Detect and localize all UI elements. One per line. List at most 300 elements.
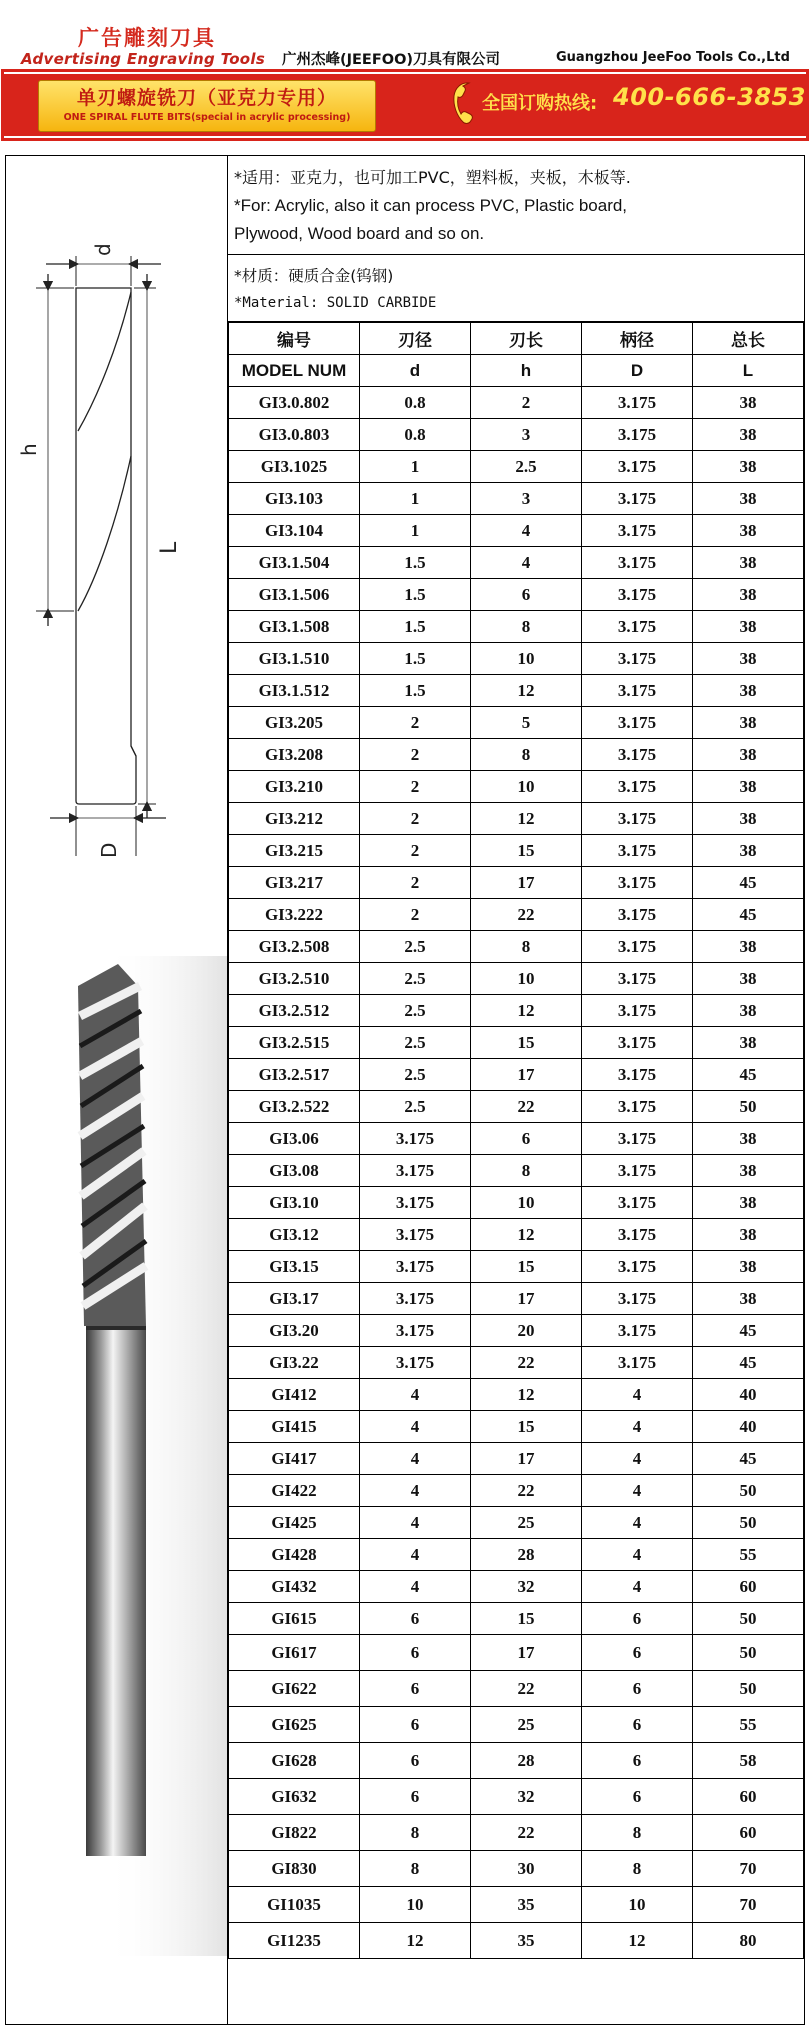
cell-shank-d: 6	[582, 1743, 693, 1779]
cell-h: 28	[471, 1743, 582, 1779]
cell-d: 2	[360, 803, 471, 835]
cell-shank-d: 3.175	[582, 963, 693, 995]
header-en-d: d	[360, 355, 471, 387]
hotline-number[interactable]: 400-666-3853	[613, 83, 806, 111]
cell-shank-d: 3.175	[582, 1187, 693, 1219]
cell-d: 3.175	[360, 1123, 471, 1155]
cell-model: GI3.222	[229, 899, 360, 931]
table-row	[229, 483, 804, 515]
cell-model: GI3.104	[229, 515, 360, 547]
cell-model: GI3.0.802	[229, 387, 360, 419]
cell-h: 3	[471, 483, 582, 515]
cell-model: GI632	[229, 1779, 360, 1815]
dimension-label-D: D	[97, 842, 121, 858]
page-header	[0, 0, 810, 150]
cell-h: 20	[471, 1315, 582, 1347]
header-cn-d: 刃径	[360, 323, 471, 355]
cell-h: 10	[471, 643, 582, 675]
cell-d: 2	[360, 867, 471, 899]
cell-model: GI3.15	[229, 1251, 360, 1283]
cell-length: 45	[693, 867, 804, 899]
cell-shank-d: 6	[582, 1603, 693, 1635]
company-name-en: Guangzhou JeeFoo Tools Co.,Ltd	[556, 50, 790, 65]
cell-length: 50	[693, 1671, 804, 1707]
cell-length: 70	[693, 1851, 804, 1887]
cell-shank-d: 3.175	[582, 1059, 693, 1091]
cell-d: 2.5	[360, 995, 471, 1027]
cell-d: 6	[360, 1671, 471, 1707]
cell-length: 50	[693, 1507, 804, 1539]
table-row	[229, 995, 804, 1027]
header-cn-length: 总长	[693, 323, 804, 355]
dimension-label-L: L	[157, 541, 182, 554]
cell-h: 22	[471, 899, 582, 931]
cell-h: 12	[471, 803, 582, 835]
table-row	[229, 1707, 804, 1743]
cell-shank-d: 4	[582, 1507, 693, 1539]
cell-shank-d: 6	[582, 1779, 693, 1815]
cell-length: 38	[693, 419, 804, 451]
cell-d: 3.175	[360, 1155, 471, 1187]
specification-rows	[229, 387, 804, 1959]
cell-d: 1.5	[360, 675, 471, 707]
header-en-shank: D	[582, 355, 693, 387]
phone-icon	[449, 80, 477, 126]
brand-name-cn: 广告雕刻刀具	[78, 26, 216, 50]
cell-length: 38	[693, 387, 804, 419]
cell-d: 3.175	[360, 1219, 471, 1251]
table-row	[229, 387, 804, 419]
cell-model: GI3.17	[229, 1283, 360, 1315]
table-row	[229, 1539, 804, 1571]
cell-shank-d: 3.175	[582, 899, 693, 931]
cell-d: 6	[360, 1635, 471, 1671]
cell-d: 6	[360, 1603, 471, 1635]
cell-length: 38	[693, 1123, 804, 1155]
table-row	[229, 1507, 804, 1539]
cell-shank-d: 3.175	[582, 1283, 693, 1315]
cell-model: GI3.1.512	[229, 675, 360, 707]
cell-model: GI3.103	[229, 483, 360, 515]
cell-h: 2	[471, 387, 582, 419]
cell-model: GI3.1.508	[229, 611, 360, 643]
cell-shank-d: 3.175	[582, 707, 693, 739]
cell-h: 10	[471, 963, 582, 995]
cell-shank-d: 12	[582, 1923, 693, 1959]
dimension-label-d: d	[91, 243, 115, 256]
specification-table	[228, 322, 804, 1959]
cell-d: 3.175	[360, 1347, 471, 1379]
material-en: *Material: SOLID CARBIDE	[234, 295, 437, 311]
cell-h: 25	[471, 1707, 582, 1743]
table-row	[229, 675, 804, 707]
cell-length: 38	[693, 995, 804, 1027]
cell-h: 12	[471, 1219, 582, 1251]
cell-d: 2.5	[360, 1027, 471, 1059]
table-row	[229, 1571, 804, 1603]
cell-length: 38	[693, 643, 804, 675]
cell-shank-d: 8	[582, 1851, 693, 1887]
cell-model: GI3.2.522	[229, 1091, 360, 1123]
header-en-h: h	[471, 355, 582, 387]
cell-model: GI415	[229, 1411, 360, 1443]
cell-length: 38	[693, 835, 804, 867]
cell-d: 2.5	[360, 1059, 471, 1091]
cell-d: 4	[360, 1411, 471, 1443]
material-description	[228, 255, 804, 322]
cell-length: 45	[693, 1059, 804, 1091]
cell-d: 1.5	[360, 643, 471, 675]
cell-d: 1	[360, 515, 471, 547]
cell-shank-d: 3.175	[582, 515, 693, 547]
cell-d: 2	[360, 739, 471, 771]
cell-h: 17	[471, 1635, 582, 1671]
cell-length: 45	[693, 1443, 804, 1475]
cell-length: 55	[693, 1539, 804, 1571]
cell-model: GI3.210	[229, 771, 360, 803]
cell-shank-d: 4	[582, 1379, 693, 1411]
material-cn: *材质：硬质合金(钨钢)	[234, 267, 394, 285]
cell-h: 22	[471, 1347, 582, 1379]
table-row	[229, 867, 804, 899]
cell-h: 15	[471, 1603, 582, 1635]
cell-model: GI422	[229, 1475, 360, 1507]
cell-h: 2.5	[471, 451, 582, 483]
cell-h: 15	[471, 1251, 582, 1283]
cell-length: 60	[693, 1779, 804, 1815]
cell-h: 28	[471, 1539, 582, 1571]
table-row	[229, 451, 804, 483]
tool-dimension-diagram	[6, 156, 228, 2024]
cell-d: 2.5	[360, 931, 471, 963]
cell-h: 4	[471, 547, 582, 579]
cell-shank-d: 3.175	[582, 611, 693, 643]
cell-model: GI3.2.515	[229, 1027, 360, 1059]
cell-shank-d: 3.175	[582, 1315, 693, 1347]
cell-length: 45	[693, 899, 804, 931]
cell-length: 45	[693, 1315, 804, 1347]
cell-length: 38	[693, 579, 804, 611]
cell-shank-d: 3.175	[582, 1251, 693, 1283]
cell-shank-d: 3.175	[582, 771, 693, 803]
cell-model: GI625	[229, 1707, 360, 1743]
table-row	[229, 1187, 804, 1219]
cell-model: GI432	[229, 1571, 360, 1603]
cell-shank-d: 3.175	[582, 739, 693, 771]
cell-h: 3	[471, 419, 582, 451]
header-cn-shank: 柄径	[582, 323, 693, 355]
end-mill-photo	[78, 956, 228, 1956]
cell-length: 60	[693, 1571, 804, 1603]
cell-model: GI3.12	[229, 1219, 360, 1251]
cell-shank-d: 4	[582, 1411, 693, 1443]
application-en-line1: *For: Acrylic, also it can process PVC, Plastic board,	[234, 196, 628, 215]
cell-length: 38	[693, 515, 804, 547]
header-row-cn	[229, 323, 804, 355]
product-title-box	[38, 80, 376, 132]
cell-length: 38	[693, 803, 804, 835]
cell-d: 4	[360, 1443, 471, 1475]
table-row	[229, 1635, 804, 1671]
application-description	[228, 156, 804, 255]
cell-shank-d: 4	[582, 1443, 693, 1475]
cell-length: 58	[693, 1743, 804, 1779]
table-row	[229, 1027, 804, 1059]
cell-shank-d: 3.175	[582, 803, 693, 835]
cell-model: GI622	[229, 1671, 360, 1707]
cell-shank-d: 3.175	[582, 1219, 693, 1251]
cell-d: 3.175	[360, 1187, 471, 1219]
cell-d: 6	[360, 1707, 471, 1743]
cell-d: 4	[360, 1379, 471, 1411]
header-en-model: MODEL NUM	[229, 355, 360, 387]
table-row	[229, 1475, 804, 1507]
cell-h: 15	[471, 835, 582, 867]
cell-length: 38	[693, 451, 804, 483]
cell-h: 12	[471, 675, 582, 707]
cell-shank-d: 3.175	[582, 1347, 693, 1379]
table-row	[229, 611, 804, 643]
company-name-cn: 广州杰峰(JEEFOO)刀具有限公司	[282, 52, 501, 68]
cell-shank-d: 10	[582, 1887, 693, 1923]
cell-d: 2	[360, 899, 471, 931]
cell-length: 50	[693, 1603, 804, 1635]
table-row	[229, 1779, 804, 1815]
application-en-line2: Plywood, Wood board and so on.	[234, 224, 485, 243]
cell-length: 38	[693, 675, 804, 707]
cell-model: GI3.0.803	[229, 419, 360, 451]
cell-shank-d: 3.175	[582, 1091, 693, 1123]
table-row	[229, 1123, 804, 1155]
table-row	[229, 1379, 804, 1411]
cell-h: 32	[471, 1571, 582, 1603]
cell-shank-d: 3.175	[582, 835, 693, 867]
hotline-label: 全国订购热线:	[482, 93, 598, 114]
cell-shank-d: 4	[582, 1475, 693, 1507]
cell-length: 38	[693, 547, 804, 579]
cell-model: GI822	[229, 1815, 360, 1851]
cell-d: 0.8	[360, 387, 471, 419]
table-row	[229, 963, 804, 995]
cell-shank-d: 4	[582, 1539, 693, 1571]
table-row	[229, 579, 804, 611]
cell-shank-d: 8	[582, 1815, 693, 1851]
table-row	[229, 899, 804, 931]
cell-shank-d: 4	[582, 1571, 693, 1603]
table-row	[229, 1411, 804, 1443]
cell-shank-d: 3.175	[582, 1123, 693, 1155]
cell-h: 6	[471, 579, 582, 611]
cell-length: 38	[693, 1219, 804, 1251]
table-row	[229, 1059, 804, 1091]
cell-h: 17	[471, 1443, 582, 1475]
cell-d: 4	[360, 1539, 471, 1571]
cell-model: GI3.205	[229, 707, 360, 739]
cell-shank-d: 3.175	[582, 995, 693, 1027]
cell-shank-d: 3.175	[582, 387, 693, 419]
cell-h: 8	[471, 1155, 582, 1187]
cell-model: GI3.08	[229, 1155, 360, 1187]
cell-model: GI3.215	[229, 835, 360, 867]
cell-d: 4	[360, 1507, 471, 1539]
technical-drawing	[36, 256, 166, 856]
cell-d: 2.5	[360, 1091, 471, 1123]
cell-model: GI412	[229, 1379, 360, 1411]
cell-d: 8	[360, 1815, 471, 1851]
cell-model: GI615	[229, 1603, 360, 1635]
cell-h: 35	[471, 1887, 582, 1923]
cell-length: 70	[693, 1887, 804, 1923]
table-row	[229, 1283, 804, 1315]
cell-h: 22	[471, 1815, 582, 1851]
cell-h: 10	[471, 1187, 582, 1219]
product-title-en: ONE SPIRAL FLUTE BITS(special in acrylic processing)	[63, 112, 351, 123]
cell-shank-d: 3.175	[582, 483, 693, 515]
cell-d: 3.175	[360, 1283, 471, 1315]
table-row	[229, 1315, 804, 1347]
cell-model: GI425	[229, 1507, 360, 1539]
cell-d: 2	[360, 707, 471, 739]
cell-model: GI3.2.510	[229, 963, 360, 995]
table-row	[229, 1219, 804, 1251]
cell-model: GI3.1.510	[229, 643, 360, 675]
cell-d: 1	[360, 451, 471, 483]
title-banner	[4, 72, 806, 138]
cell-h: 12	[471, 995, 582, 1027]
table-row	[229, 1155, 804, 1187]
cell-h: 15	[471, 1411, 582, 1443]
cell-h: 4	[471, 515, 582, 547]
cell-shank-d: 3.175	[582, 867, 693, 899]
table-row	[229, 643, 804, 675]
cell-h: 22	[471, 1671, 582, 1707]
cell-d: 1.5	[360, 579, 471, 611]
table-row	[229, 1743, 804, 1779]
cell-h: 12	[471, 1379, 582, 1411]
cell-model: GI3.208	[229, 739, 360, 771]
cell-h: 8	[471, 739, 582, 771]
header-cn-h: 刃长	[471, 323, 582, 355]
cell-d: 2	[360, 835, 471, 867]
cell-d: 6	[360, 1779, 471, 1815]
table-row	[229, 803, 804, 835]
cell-length: 45	[693, 1347, 804, 1379]
cell-d: 6	[360, 1743, 471, 1779]
cell-model: GI3.217	[229, 867, 360, 899]
cell-length: 38	[693, 1155, 804, 1187]
cell-d: 2	[360, 771, 471, 803]
cell-h: 8	[471, 931, 582, 963]
table-row	[229, 1603, 804, 1635]
cell-model: GI3.22	[229, 1347, 360, 1379]
cell-h: 35	[471, 1923, 582, 1959]
cell-model: GI3.10	[229, 1187, 360, 1219]
header-cn-model: 编号	[229, 323, 360, 355]
cell-d: 12	[360, 1923, 471, 1959]
cell-shank-d: 3.175	[582, 579, 693, 611]
application-cn: *适用：亚克力，也可加工PVC，塑料板，夹板，木板等.	[234, 168, 631, 187]
cell-d: 3.175	[360, 1251, 471, 1283]
cell-model: GI1235	[229, 1923, 360, 1959]
cell-h: 10	[471, 771, 582, 803]
table-row	[229, 707, 804, 739]
cell-shank-d: 3.175	[582, 675, 693, 707]
cell-model: GI3.2.508	[229, 931, 360, 963]
cell-model: GI628	[229, 1743, 360, 1779]
cell-d: 4	[360, 1571, 471, 1603]
cell-h: 8	[471, 611, 582, 643]
cell-length: 50	[693, 1635, 804, 1671]
cell-model: GI3.1.504	[229, 547, 360, 579]
table-row	[229, 515, 804, 547]
cell-shank-d: 3.175	[582, 419, 693, 451]
table-row	[229, 419, 804, 451]
cell-h: 17	[471, 1283, 582, 1315]
table-row	[229, 835, 804, 867]
cell-model: GI417	[229, 1443, 360, 1475]
cell-shank-d: 3.175	[582, 643, 693, 675]
brand-name-en: Advertising Engraving Tools	[21, 50, 266, 68]
cell-length: 60	[693, 1815, 804, 1851]
cell-length: 38	[693, 1283, 804, 1315]
cell-h: 5	[471, 707, 582, 739]
cell-length: 50	[693, 1091, 804, 1123]
cell-shank-d: 3.175	[582, 547, 693, 579]
table-row	[229, 771, 804, 803]
cell-h: 22	[471, 1475, 582, 1507]
cell-shank-d: 3.175	[582, 451, 693, 483]
dimension-label-h: h	[17, 443, 41, 456]
cell-h: 17	[471, 867, 582, 899]
cell-d: 8	[360, 1851, 471, 1887]
cell-shank-d: 6	[582, 1707, 693, 1743]
cell-length: 38	[693, 1187, 804, 1219]
cell-h: 22	[471, 1091, 582, 1123]
table-row	[229, 1091, 804, 1123]
cell-model: GI3.1025	[229, 451, 360, 483]
cell-d: 2.5	[360, 963, 471, 995]
specification-panel	[228, 156, 804, 2024]
cell-shank-d: 6	[582, 1671, 693, 1707]
cell-length: 38	[693, 707, 804, 739]
cell-h: 6	[471, 1123, 582, 1155]
cell-d: 4	[360, 1475, 471, 1507]
cell-length: 38	[693, 963, 804, 995]
cell-model: GI3.2.517	[229, 1059, 360, 1091]
cell-h: 17	[471, 1059, 582, 1091]
cell-length: 38	[693, 611, 804, 643]
cell-model: GI3.20	[229, 1315, 360, 1347]
cell-length: 40	[693, 1411, 804, 1443]
cell-model: GI830	[229, 1851, 360, 1887]
cell-model: GI3.06	[229, 1123, 360, 1155]
cell-model: GI617	[229, 1635, 360, 1671]
tool-illustration-panel	[6, 156, 228, 2024]
table-row	[229, 1851, 804, 1887]
cell-shank-d: 6	[582, 1635, 693, 1671]
cell-length: 80	[693, 1923, 804, 1959]
cell-length: 38	[693, 483, 804, 515]
cell-model: GI3.1.506	[229, 579, 360, 611]
table-row	[229, 547, 804, 579]
cell-length: 50	[693, 1475, 804, 1507]
table-row	[229, 1443, 804, 1475]
cell-h: 15	[471, 1027, 582, 1059]
cell-model: GI3.2.512	[229, 995, 360, 1027]
table-row	[229, 739, 804, 771]
table-row	[229, 1347, 804, 1379]
cell-length: 55	[693, 1707, 804, 1743]
